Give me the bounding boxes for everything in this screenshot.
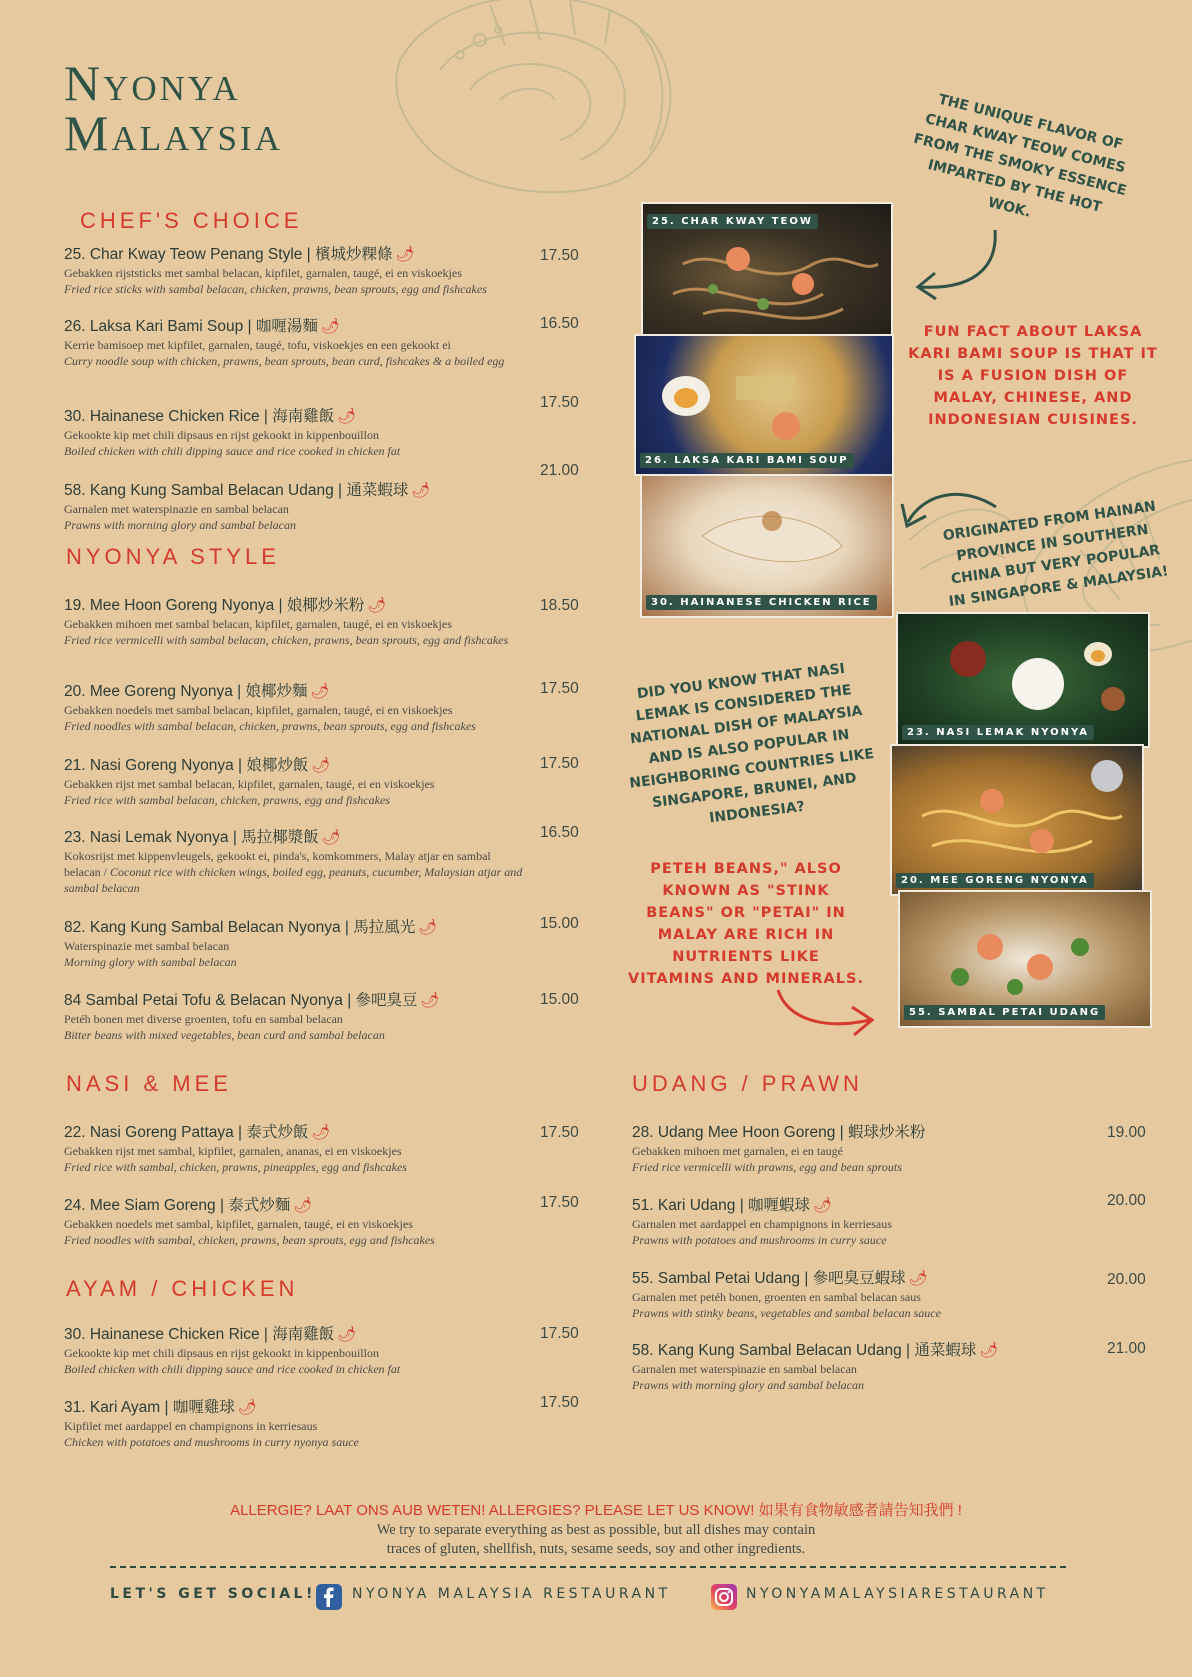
dish-description-english: Bitter beans with mixed vegetables, bean curd and sambal belacan bbox=[64, 1028, 385, 1042]
social-label: LET'S GET SOCIAL! bbox=[110, 1586, 316, 1602]
photo-caption: 23. NASI LEMAK NYONYA bbox=[902, 725, 1094, 740]
dish-description-english: Prawns with stinky beans, vegetables and sambal belacan sauce bbox=[632, 1306, 941, 1320]
dish-name: 28. Udang Mee Hoon Goreng | 蝦球炒米粉 bbox=[632, 1124, 926, 1141]
note-peteh: PETEH BEANS," ALSO KNOWN AS "STINK BEANS" OR "PETAI" IN MALAY ARE RICH IN NUTRIENTS LIKE VITAMINS AND MINERALS. bbox=[628, 861, 864, 987]
dish-description-english: Prawns with morning glory and sambal belacan bbox=[632, 1378, 865, 1392]
facebook-icon[interactable] bbox=[316, 1584, 342, 1610]
photo-sambal-petai-udang bbox=[898, 890, 1152, 1028]
dish-description-dutch: Gekookte kip met chili dipsaus en rijst gekookt in kippenbouillon bbox=[64, 1346, 379, 1360]
section-title-nasi-mee: NASI & MEE bbox=[66, 1071, 232, 1096]
dish-price: 20.00 bbox=[1107, 1271, 1146, 1288]
title-line-1: Nyonya bbox=[64, 55, 241, 111]
dish-description-english: Fried rice sticks with sambal belacan, chicken, prawns, bean sprouts, egg and fishcakes bbox=[64, 282, 487, 296]
dish-description-dutch: Gebakken mihoen met sambal belacan, kipfilet, garnalen, taugé, ei en viskoekjes bbox=[64, 617, 452, 631]
dish-description-english: Fried rice vermicelli with sambal belacan, chicken, prawns, bean sprouts, egg and fishcakes bbox=[64, 633, 509, 647]
menu-item bbox=[632, 1124, 1072, 1175]
dish-price: 21.00 bbox=[540, 462, 579, 479]
dish-description-english: Fried rice vermicelli with prawns, egg and bean sprouts bbox=[632, 1160, 902, 1174]
menu-item bbox=[64, 408, 584, 459]
dish-description-english: Coconut rice with chicken wings, boiled egg, peanuts, cucumber, Malaysian atjar and sambal belacan bbox=[64, 865, 523, 895]
dish-name: 30. Hainanese Chicken Rice | 海南雞飯 bbox=[64, 408, 335, 425]
menu-item bbox=[64, 1326, 584, 1377]
menu-item bbox=[64, 246, 584, 297]
dish-description-dutch: Petéh bonen met diverse groenten, tofu en sambal belacan bbox=[64, 1012, 343, 1026]
dish-description-dutch: Gebakken noedels met sambal belacan, kipfilet, garnalen, taugé, ei en viskoekjes bbox=[64, 703, 453, 717]
dish-description-english: Boiled chicken with chili dipping sauce and rice cooked in chicken fat bbox=[64, 444, 401, 458]
dish-description-dutch: Kokosrijst met kippenvleugels, gekookt ei, pinda's, komkommers, Malay atjar en sambal belacan / bbox=[64, 849, 491, 879]
dish-description-dutch: Kipfilet met aardappel en champignons in kerriesaus bbox=[64, 1419, 318, 1433]
photo-caption: 30. HAINANESE CHICKEN RICE bbox=[646, 595, 877, 610]
dish-name: 22. Nasi Goreng Pattaya | 泰式炒飯 bbox=[64, 1124, 309, 1141]
dish-description-english: Chicken with potatoes and mushrooms in curry nyonya sauce bbox=[64, 1435, 359, 1449]
chili-icon: 🌶 bbox=[321, 829, 341, 846]
chili-icon: 🌶 bbox=[908, 1270, 928, 1287]
menu-item bbox=[64, 318, 584, 369]
note-laksa: FUN FACT ABOUT LAKSA KARI BAMI SOUP IS THAT IT IS A FUSION DISH OF MALAY, CHINESE, AND INDONESIAN CUISINES. bbox=[908, 324, 1158, 428]
note-hainan: ORIGINATED FROM HAINAN PROVINCE IN SOUTHERN CHINA BUT VERY POPULAR IN SINGAPORE & MALAYSIA! bbox=[941, 498, 1170, 611]
menu-item bbox=[632, 1197, 1072, 1248]
dish-description-dutch: Garnalen met petéh bonen, groenten en sambal belacan saus bbox=[632, 1290, 921, 1304]
chili-icon: 🌶 bbox=[337, 408, 357, 425]
dish-description-dutch: Kerrie bamisoep met kipfilet, garnalen, taugé, tofu, viskoekjes en een gekookt ei bbox=[64, 338, 451, 352]
dish-description-dutch: Gebakken rijst met sambal, kipfilet, garnalen, ananas, ei en viskoekjes bbox=[64, 1144, 402, 1158]
photo-caption: 26. LAKSA KARI BAMI SOUP bbox=[640, 453, 854, 468]
dish-description-dutch: Garnalen met waterspinazie en sambal belacan bbox=[632, 1362, 857, 1376]
menu-item bbox=[64, 597, 584, 648]
chili-icon: 🌶 bbox=[420, 992, 440, 1009]
dish-name: 58. Kang Kung Sambal Belacan Udang | 通菜蝦球 bbox=[632, 1342, 977, 1359]
dish-price: 16.50 bbox=[540, 315, 579, 332]
menu-item bbox=[64, 1124, 584, 1175]
chili-icon: 🌶 bbox=[813, 1197, 833, 1214]
menu-item bbox=[64, 1399, 584, 1450]
dish-name: 82. Kang Kung Sambal Belacan Nyonya | 馬拉風光 bbox=[64, 919, 416, 936]
section-title-ayam: AYAM / CHICKEN bbox=[66, 1276, 299, 1301]
chili-icon: 🌶 bbox=[367, 597, 387, 614]
dish-price: 17.50 bbox=[540, 247, 579, 264]
chili-icon: 🌶 bbox=[311, 1124, 331, 1141]
dish-description-dutch: Garnalen met waterspinazie en sambal belacan bbox=[64, 502, 289, 516]
shell-sketch-top bbox=[380, 0, 710, 200]
dish-price: 18.50 bbox=[540, 597, 579, 614]
dish-price: 20.00 bbox=[1107, 1192, 1146, 1209]
dish-price: 15.00 bbox=[540, 991, 579, 1008]
photo-laksa bbox=[634, 334, 894, 476]
arrow-icon bbox=[770, 985, 880, 1040]
dish-price: 17.50 bbox=[540, 1325, 579, 1342]
note-char-kway-teow: THE UNIQUE FLAVOR OF CHAR KWAY TEOW COMES FROM THE SMOKY ESSENCE IMPARTED BY THE HOT WOK. bbox=[911, 91, 1129, 221]
menu-item bbox=[64, 1197, 584, 1248]
dish-name: 51. Kari Udang | 咖喱蝦球 bbox=[632, 1197, 811, 1214]
dish-name: 30. Hainanese Chicken Rice | 海南雞飯 bbox=[64, 1326, 335, 1343]
menu-item bbox=[632, 1270, 1072, 1321]
dish-description-english: Fried rice with sambal, chicken, prawns, pineapples, egg and fishcakes bbox=[64, 1160, 407, 1174]
dish-price: 17.50 bbox=[540, 755, 579, 772]
dish-description-english: Boiled chicken with chili dipping sauce and rice cooked in chicken fat bbox=[64, 1362, 401, 1376]
dish-name: 84 Sambal Petai Tofu & Belacan Nyonya | 參吧臭豆 bbox=[64, 992, 418, 1009]
footer-divider bbox=[110, 1566, 1066, 1568]
dish-name: 31. Kari Ayam | 咖喱雞球 bbox=[64, 1399, 235, 1416]
photo-mee-goreng bbox=[890, 744, 1144, 896]
dish-price: 17.50 bbox=[540, 1194, 579, 1211]
menu-item bbox=[64, 919, 584, 970]
dish-description-english: Morning glory with sambal belacan bbox=[64, 955, 237, 969]
dish-price: 17.50 bbox=[540, 394, 579, 411]
chili-icon: 🌶 bbox=[337, 1326, 357, 1343]
photo-caption: 25. CHAR KWAY TEOW bbox=[647, 214, 818, 229]
dish-name: 55. Sambal Petai Udang | 參吧臭豆蝦球 bbox=[632, 1270, 906, 1287]
section-title-nyonya-style: NYONYA STYLE bbox=[66, 544, 280, 569]
section-title-udang: UDANG / PRAWN bbox=[632, 1071, 863, 1096]
dish-description-english: Fried rice with sambal belacan, chicken, prawns, egg and fishcakes bbox=[64, 793, 390, 807]
dish-description-dutch: Gekookte kip met chili dipsaus en rijst gekookt in kippenbouillon bbox=[64, 428, 379, 442]
photo-nasi-lemak bbox=[896, 612, 1150, 748]
photo-char-kway-teow bbox=[641, 202, 893, 350]
restaurant-title bbox=[64, 55, 283, 161]
dish-name: 25. Char Kway Teow Penang Style | 檳城炒粿條 bbox=[64, 246, 393, 263]
title-line-2: Malaysia bbox=[64, 105, 283, 161]
allergy-note-line-1: We try to separate everything as best as possible, but all dishes may contain bbox=[376, 1522, 816, 1538]
dish-price: 16.50 bbox=[540, 824, 579, 841]
menu-item bbox=[64, 829, 584, 896]
photo-caption: 55. SAMBAL PETAI UDANG bbox=[904, 1005, 1105, 1020]
dish-price: 17.50 bbox=[540, 1394, 579, 1411]
facebook-link[interactable]: NYONYA MALAYSIA RESTAURANT bbox=[352, 1586, 671, 1602]
dish-price: 21.00 bbox=[1107, 1340, 1146, 1357]
chili-icon: 🌶 bbox=[411, 482, 431, 499]
menu-item bbox=[64, 683, 584, 734]
dish-description-english: Fried noodles with sambal, chicken, prawns, bean sprouts, egg and fishcakes bbox=[64, 1233, 435, 1247]
chili-icon: 🌶 bbox=[310, 683, 330, 700]
dish-name: 20. Mee Goreng Nyonya | 娘椰炒麵 bbox=[64, 683, 308, 700]
dish-description-dutch: Gebakken noedels met sambal, kipfilet, garnalen, taugé, ei en viskoekjes bbox=[64, 1217, 413, 1231]
chili-icon: 🌶 bbox=[293, 1197, 313, 1214]
dish-description-dutch: Gebakken rijststicks met sambal belacan, kipfilet, garnalen, taugé, ei en viskoekjes bbox=[64, 266, 462, 280]
dish-name: 24. Mee Siam Goreng | 泰式炒麵 bbox=[64, 1197, 291, 1214]
dish-description-dutch: Waterspinazie met sambal belacan bbox=[64, 939, 230, 953]
chili-icon: 🌶 bbox=[979, 1342, 999, 1359]
menu-item bbox=[64, 482, 584, 533]
allergy-notice: ALLERGIE? LAAT ONS AUB WETEN! ALLERGIES? PLEASE LET US KNOW! 如果有食物敏感者請告知我們 ! bbox=[230, 1502, 962, 1519]
instagram-link[interactable]: NYONYAMALAYSIARESTAURANT bbox=[746, 1586, 1049, 1602]
chili-icon: 🌶 bbox=[237, 1399, 257, 1416]
dish-description-dutch: Garnalen met aardappel en champignons in kerriesaus bbox=[632, 1217, 892, 1231]
instagram-icon[interactable] bbox=[711, 1584, 737, 1610]
dish-description-dutch: Gebakken rijst met sambal belacan, kipfilet, garnalen, taugé, ei en viskoekjes bbox=[64, 777, 435, 791]
dish-description-english: Curry noodle soup with chicken, prawns, bean sprouts, bean curd, fishcakes & a boiled egg bbox=[64, 354, 505, 368]
dish-description-english: Prawns with morning glory and sambal belacan bbox=[64, 518, 297, 532]
dish-price: 17.50 bbox=[540, 1124, 579, 1141]
dish-name: 23. Nasi Lemak Nyonya | 馬拉椰漿飯 bbox=[64, 829, 319, 846]
chili-icon: 🌶 bbox=[311, 757, 331, 774]
photo-caption: 20. MEE GORENG NYONYA bbox=[896, 873, 1094, 888]
menu-item bbox=[632, 1342, 1072, 1393]
dish-description-english: Prawns with potatoes and mushrooms in curry sauce bbox=[632, 1233, 887, 1247]
dish-price: 15.00 bbox=[540, 915, 579, 932]
dish-description-dutch: Gebakken mihoen met garnalen, ei en taugé bbox=[632, 1144, 843, 1158]
dish-name: 26. Laksa Kari Bami Soup | 咖喱湯麵 bbox=[64, 318, 318, 335]
dish-name: 58. Kang Kung Sambal Belacan Udang | 通菜蝦球 bbox=[64, 482, 409, 499]
section-title-chefs-choice: CHEF'S CHOICE bbox=[80, 208, 303, 233]
chili-icon: 🌶 bbox=[320, 318, 340, 335]
dish-description-english: Fried noodles with sambal belacan, chicken, prawns, bean sprouts, egg and fishcakes bbox=[64, 719, 476, 733]
dish-price: 17.50 bbox=[540, 680, 579, 697]
menu-item bbox=[64, 757, 584, 808]
note-nasi-lemak: DID YOU KNOW THAT NASI LEMAK IS CONSIDERED THE NATIONAL DISH OF MALAYSIA AND IS ALSO POPULAR IN NEIGHBORING COUNTRIES LIKE SINGAPORE, BRUNEI, AND INDONESIA? bbox=[628, 660, 875, 827]
allergy-note-line-2: traces of gluten, shellfish, nuts, sesame seeds, soy and other ingredients. bbox=[386, 1541, 806, 1557]
chili-icon: 🌶 bbox=[418, 919, 438, 936]
photo-hainanese-chicken-rice bbox=[640, 474, 894, 618]
dish-name: 19. Mee Hoon Goreng Nyonya | 娘椰炒米粉 bbox=[64, 597, 365, 614]
arrow-icon bbox=[910, 225, 1010, 305]
menu-item bbox=[64, 992, 584, 1043]
dish-price: 19.00 bbox=[1107, 1124, 1146, 1141]
chili-icon: 🌶 bbox=[395, 246, 415, 263]
dish-name: 21. Nasi Goreng Nyonya | 娘椰炒飯 bbox=[64, 757, 309, 774]
